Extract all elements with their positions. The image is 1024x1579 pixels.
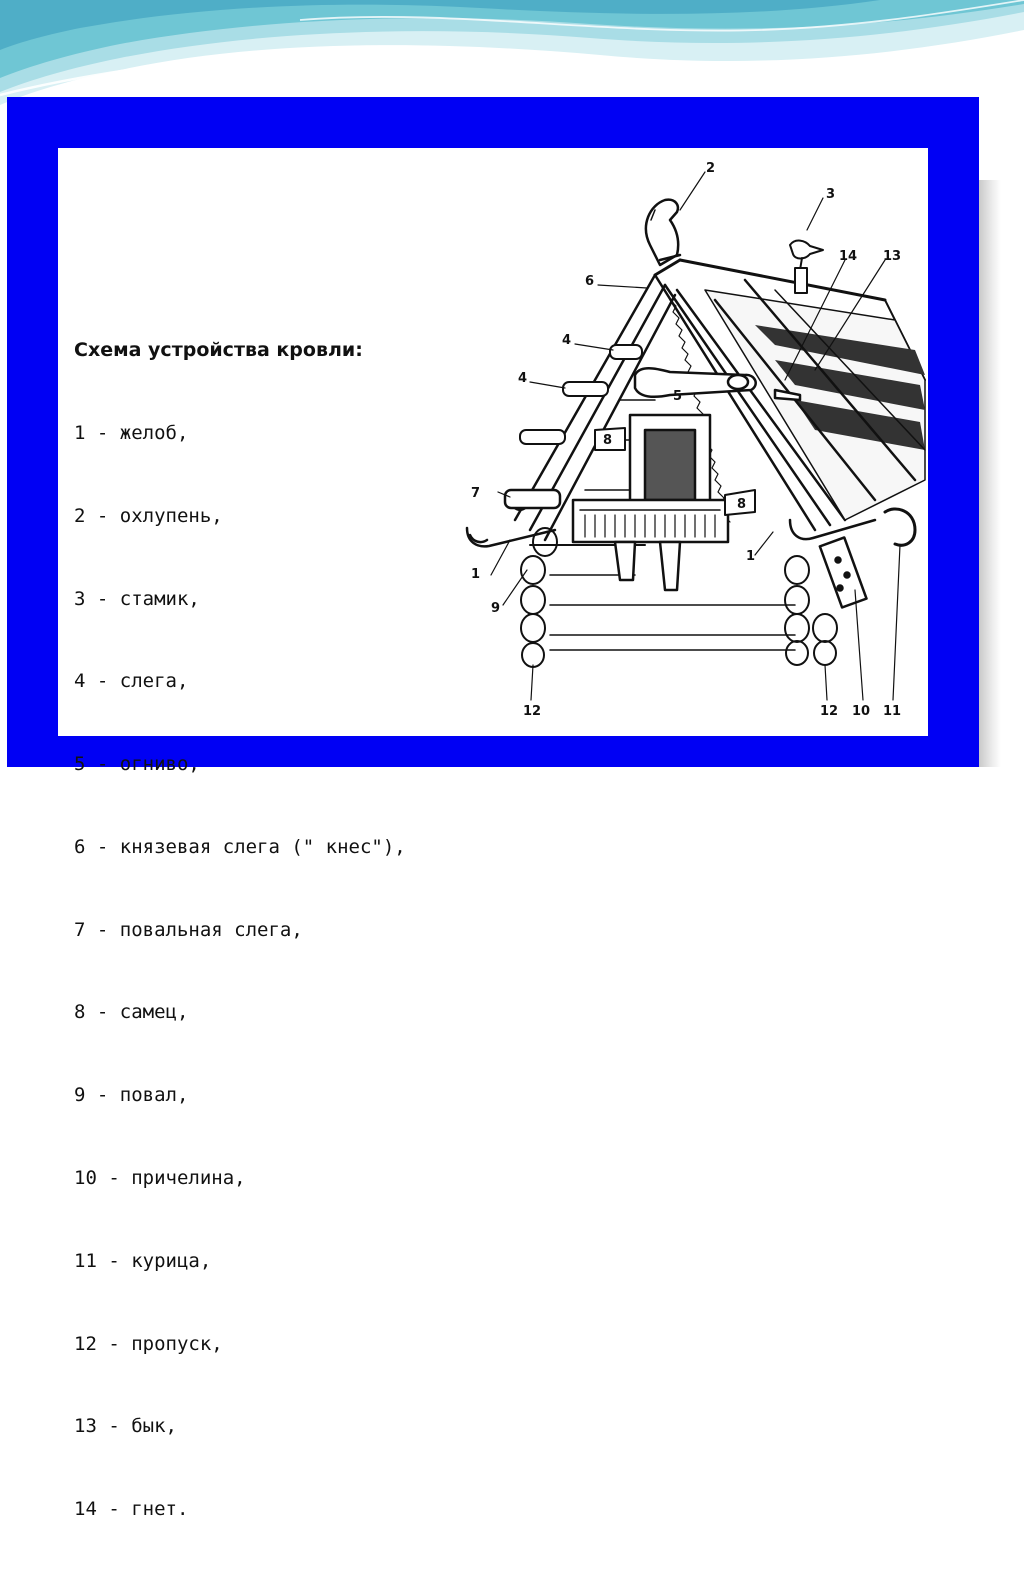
- hut-roof-illustration: [455, 150, 925, 730]
- legend-item-6: 6 - князевая слега (" кнес"),: [74, 835, 406, 858]
- callout-5: 5: [673, 389, 683, 404]
- legend-title: Схема устройства кровли:: [74, 339, 363, 362]
- prichelina-board: [820, 537, 867, 607]
- callout-13: 13: [883, 249, 902, 264]
- callout-4-upper: 4: [562, 333, 572, 348]
- callout-3: 3: [826, 187, 836, 202]
- frame-shadow: [979, 180, 1001, 767]
- callout-9: 9: [491, 601, 501, 616]
- legend-item-9: 9 - повал,: [74, 1084, 189, 1107]
- legend-item-4: 4 - слега,: [74, 670, 189, 693]
- callout-1-left: 1: [471, 567, 481, 582]
- povalnaya-slega: [505, 490, 560, 508]
- legend-item-10: 10 - причелина,: [74, 1167, 246, 1189]
- callout-14: 14: [839, 249, 858, 264]
- roof-legend: [74, 282, 406, 1579]
- callout-8-lower: 8: [737, 497, 747, 512]
- legend-item-2: 2 - охлупень,: [74, 504, 223, 527]
- legend-item-3: 3 - стамик,: [74, 587, 200, 610]
- callout-7: 7: [471, 486, 481, 501]
- callout-8-upper: 8: [603, 433, 613, 448]
- ridge-beam-okhlupen: [646, 200, 680, 265]
- legend-item-5: 5 - огниво,: [74, 753, 200, 776]
- callout-12-left: 12: [523, 704, 542, 719]
- legend-item-7: 7 - повальная слега,: [74, 918, 303, 941]
- legend-item-11: 11 - курица,: [74, 1249, 212, 1272]
- legend-item-12: 12 - пропуск,: [74, 1332, 223, 1355]
- stamik-bird: [790, 241, 823, 293]
- callout-11: 11: [883, 704, 902, 719]
- callout-1-right: 1: [746, 549, 756, 564]
- callout-12-right: 12: [820, 704, 839, 719]
- wave-header-decoration: [0, 0, 1024, 110]
- legend-item-8: 8 - самец,: [74, 1001, 189, 1024]
- legend-item-13: 13 - бык,: [74, 1415, 177, 1438]
- callout-6: 6: [585, 274, 595, 289]
- callout-10: 10: [852, 704, 871, 719]
- legend-item-1: 1 - желоб,: [74, 421, 189, 444]
- legend-item-14: 14 - гнет.: [74, 1498, 189, 1521]
- callout-2: 2: [706, 161, 716, 176]
- callout-4-lower: 4: [518, 371, 528, 386]
